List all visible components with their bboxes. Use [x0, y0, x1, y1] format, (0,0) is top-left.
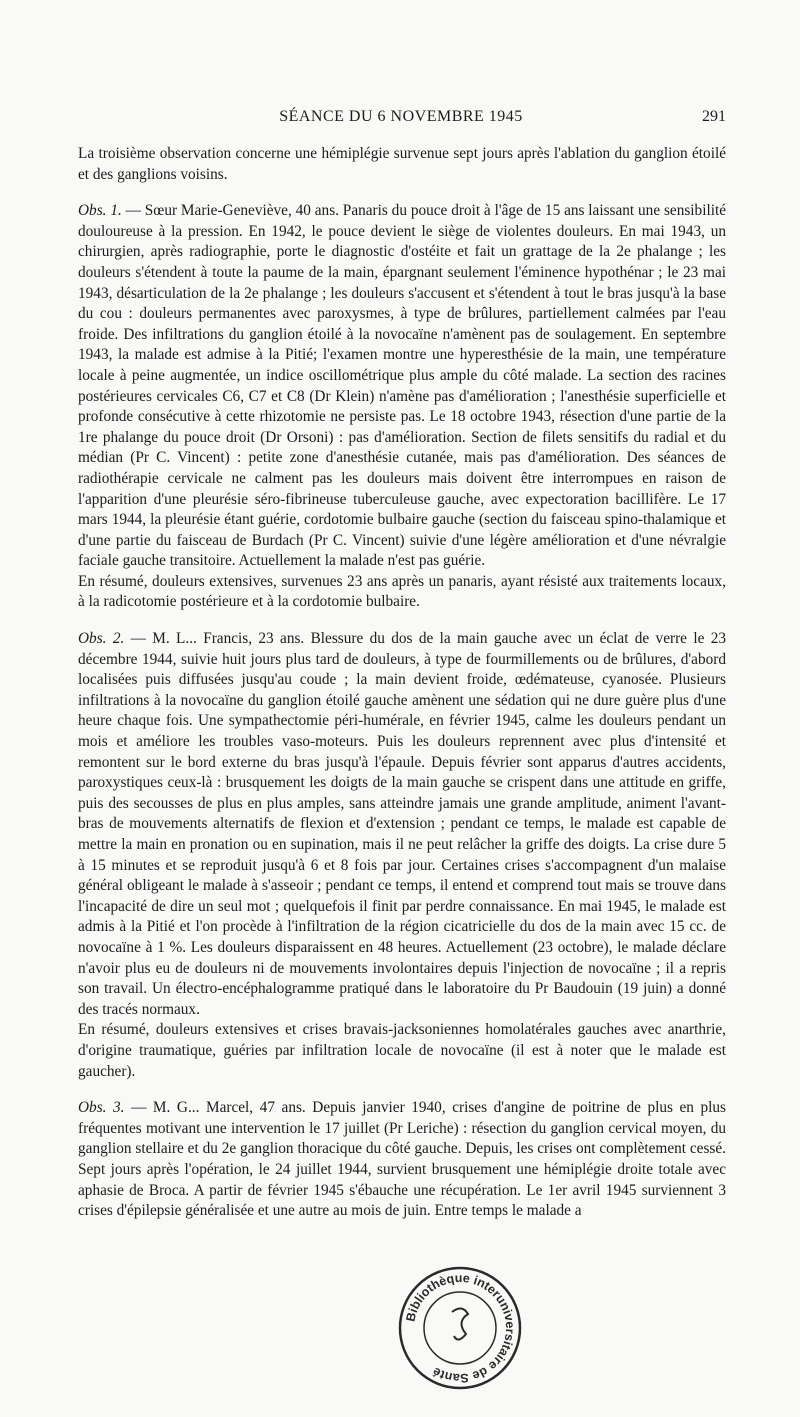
observation-2-text: — M. L... Francis, 23 ans. Blessure du dos de la main gauche avec un éclat de verre le 23 décembre 1944, suivie huit jours plus tard de douleurs, à type de fourmillements ou de brûlures, d'abord localisées puis diffusées jusqu'au coude ; la main devient froide, œdémateuse, cyanosée. Plusieurs infiltrations à la novocaïne du ganglion étoilé gauche amènent une sédation qui ne dure guère plus d'une heure chaque fois. Une sympathectomie péri-humérale, en février 1945, calme les douleurs pendant un mois et améliore les troubles vaso-moteurs. Puis les douleurs reprennent avec plus d'intensité et remontent sur le bord externe du bras jusqu'à l'épaule. Depuis février sont apparus d'autres accidents, paroxystiques ceux-là : brusquement les doigts de la main gauche se crispent dans une attitude en griffe, puis des secousses de plus en plus amples, sans atteindre jamais une grande amplitude, animent l'avant-bras de mouvements alternatifs de flexion et d'extension ; pendant ce temps, le malade est capable de mettre la main en pronation ou en supination, mais il ne peut relâcher la griffe des doigts. La crise dure 5 à 15 minutes et se reproduit jusqu'à 6 et 8 fois par jour. Certaines crises s'accompagnent d'un malaise général obligeant le malade à s'asseoir ; pendant ce temps, il entend et comprend tout mais se trouve dans l'incapacité de dire un seul mot ; quelquefois il finit par perdre connaissance. En mai 1945, le malade est admis à la Pitié et l'on procède à l'infiltration de la région cicatricielle du dos de la main avec 15 cc. de novocaïne à 1 %. Les douleurs disparaissent en 48 heures. Actuellement (23 octobre), le malade déclare n'avoir plus eu de douleurs ni de mouvements involontaires depuis l'injection de novocaïne ; il a repris son travail. Un électro-encéphalogramme pratiqué dans le laboratoire du Pr Baudouin (19 juin) a donné des tracés normaux.	[78, 630, 726, 1018]
observation-3-text: — M. G... Marcel, 47 ans. Depuis janvier 1940, crises d'angine de poitrine de plus en plus fréquentes motivant une intervention le 17 juillet (Pr Leriche) : résection du ganglion cervical moyen, du ganglion stellaire et du 2e ganglion thoracique du côté gauche. Depuis, les crises ont complètement cessé. Sept jours après l'opération, le 24 juillet 1944, survient brusquement une hémiplégie droite totale avec aphasie de Broca. A partir de février 1945 s'ébauche une récupération. Le 1er avril 1945 surviennent 3 crises d'épilepsie généralisée et une autre au mois de juin. Entre temps le malade a	[78, 1099, 726, 1220]
intro-paragraph: La troisième observation concerne une hémiplégie survenue sept jours après l'ablation du ganglion étoilé et des ganglions voisins.	[78, 145, 726, 183]
library-stamp	[396, 1264, 524, 1392]
observation-2-summary: En résumé, douleurs extensives et crises bravais-jacksoniennes homolatérales gauches avec anarthrie, d'origine traumatique, guéries par infiltration locale de novocaïne (il est à noter que le malade est gaucher).	[78, 1021, 726, 1080]
page-header	[76, 108, 726, 132]
observation-1-label: Obs. 1.	[78, 202, 122, 220]
observation-1-text: — Sœur Marie-Geneviève, 40 ans. Panaris du pouce droit à l'âge de 15 ans laissant une sensibilité douloureuse à la pression. En 1942, le pouce devient le siège de violentes douleurs. En mai 1943, un chirurgien, après radiographie, porte le diagnostic d'ostéite et fait un grattage de la 2e phalange ; les douleurs s'étendent à toute la paume de la main, épargnant seulement l'éminence hypothénar ; le 23 mai 1943, désarticulation de la 2e phalange ; les douleurs s'accusent et s'étendent à tout le bras jusqu'à la base du cou : douleurs permanentes avec paroxysmes, à type de brûlures, partiellement calmées par l'eau froide. Des infiltrations du ganglion étoilé à la novocaïne n'amènent pas de soulagement. En septembre 1943, la malade est admise à la Pitié; l'examen montre une hyperesthésie de la main, une température locale à peine augmentée, un indice oscillométrique plus ample du côté malade. La section des racines postérieures cervicales C6, C7 et C8 (Dr Klein) n'amène pas d'amélioration ; l'anesthésie superficielle et profonde consécutive à cette rhizotomie ne persiste pas. Le 18 octobre 1943, résection d'une partie de la 1re phalange du pouce droit (Dr Orsoni) : pas d'amélioration. Section de filets sensitifs du radial et du médian (Pr C. Vincent) : petite zone d'anesthésie cutanée, mais pas d'amélioration. Des séances de radiothérapie cervicale ne calment pas les douleurs mais doivent être interrompues en raison de l'apparition d'une pleurésie séro-fibrineuse tuberculeuse gauche, avec expectoration bacillifère. Le 17 mars 1944, la pleurésie étant guérie, cordotomie bulbaire gauche (section du faisceau spino-thalamique et d'une partie du faisceau de Burdach (Pr C. Vincent) suivie d'une légère amélioration et d'une névralgie faciale gauche transitoire. Actuellement la malade n'est pas guérie.	[78, 202, 726, 570]
svg-text:Bibliothèque interuniversitair	[403, 1271, 517, 1385]
observation-1	[78, 201, 726, 572]
observation-1-summary: En résumé, douleurs extensives, survenues 23 ans après un panaris, ayant résisté aux traitements locaux, à la radicotomie postérieure et à la cordotomie bulbaire.	[78, 572, 726, 611]
observation-3	[78, 1098, 726, 1222]
observation-2-label: Obs. 2.	[78, 630, 125, 648]
page-number: 291	[702, 108, 726, 125]
observation-3-label: Obs. 3.	[78, 1099, 125, 1117]
body-text	[78, 144, 726, 1222]
running-title: SÉANCE DU 6 NOVEMBRE 1945	[279, 108, 523, 125]
stamp-text: Bibliothèque interuniversitaire de Santé	[403, 1270, 518, 1386]
observation-2	[78, 629, 726, 1020]
